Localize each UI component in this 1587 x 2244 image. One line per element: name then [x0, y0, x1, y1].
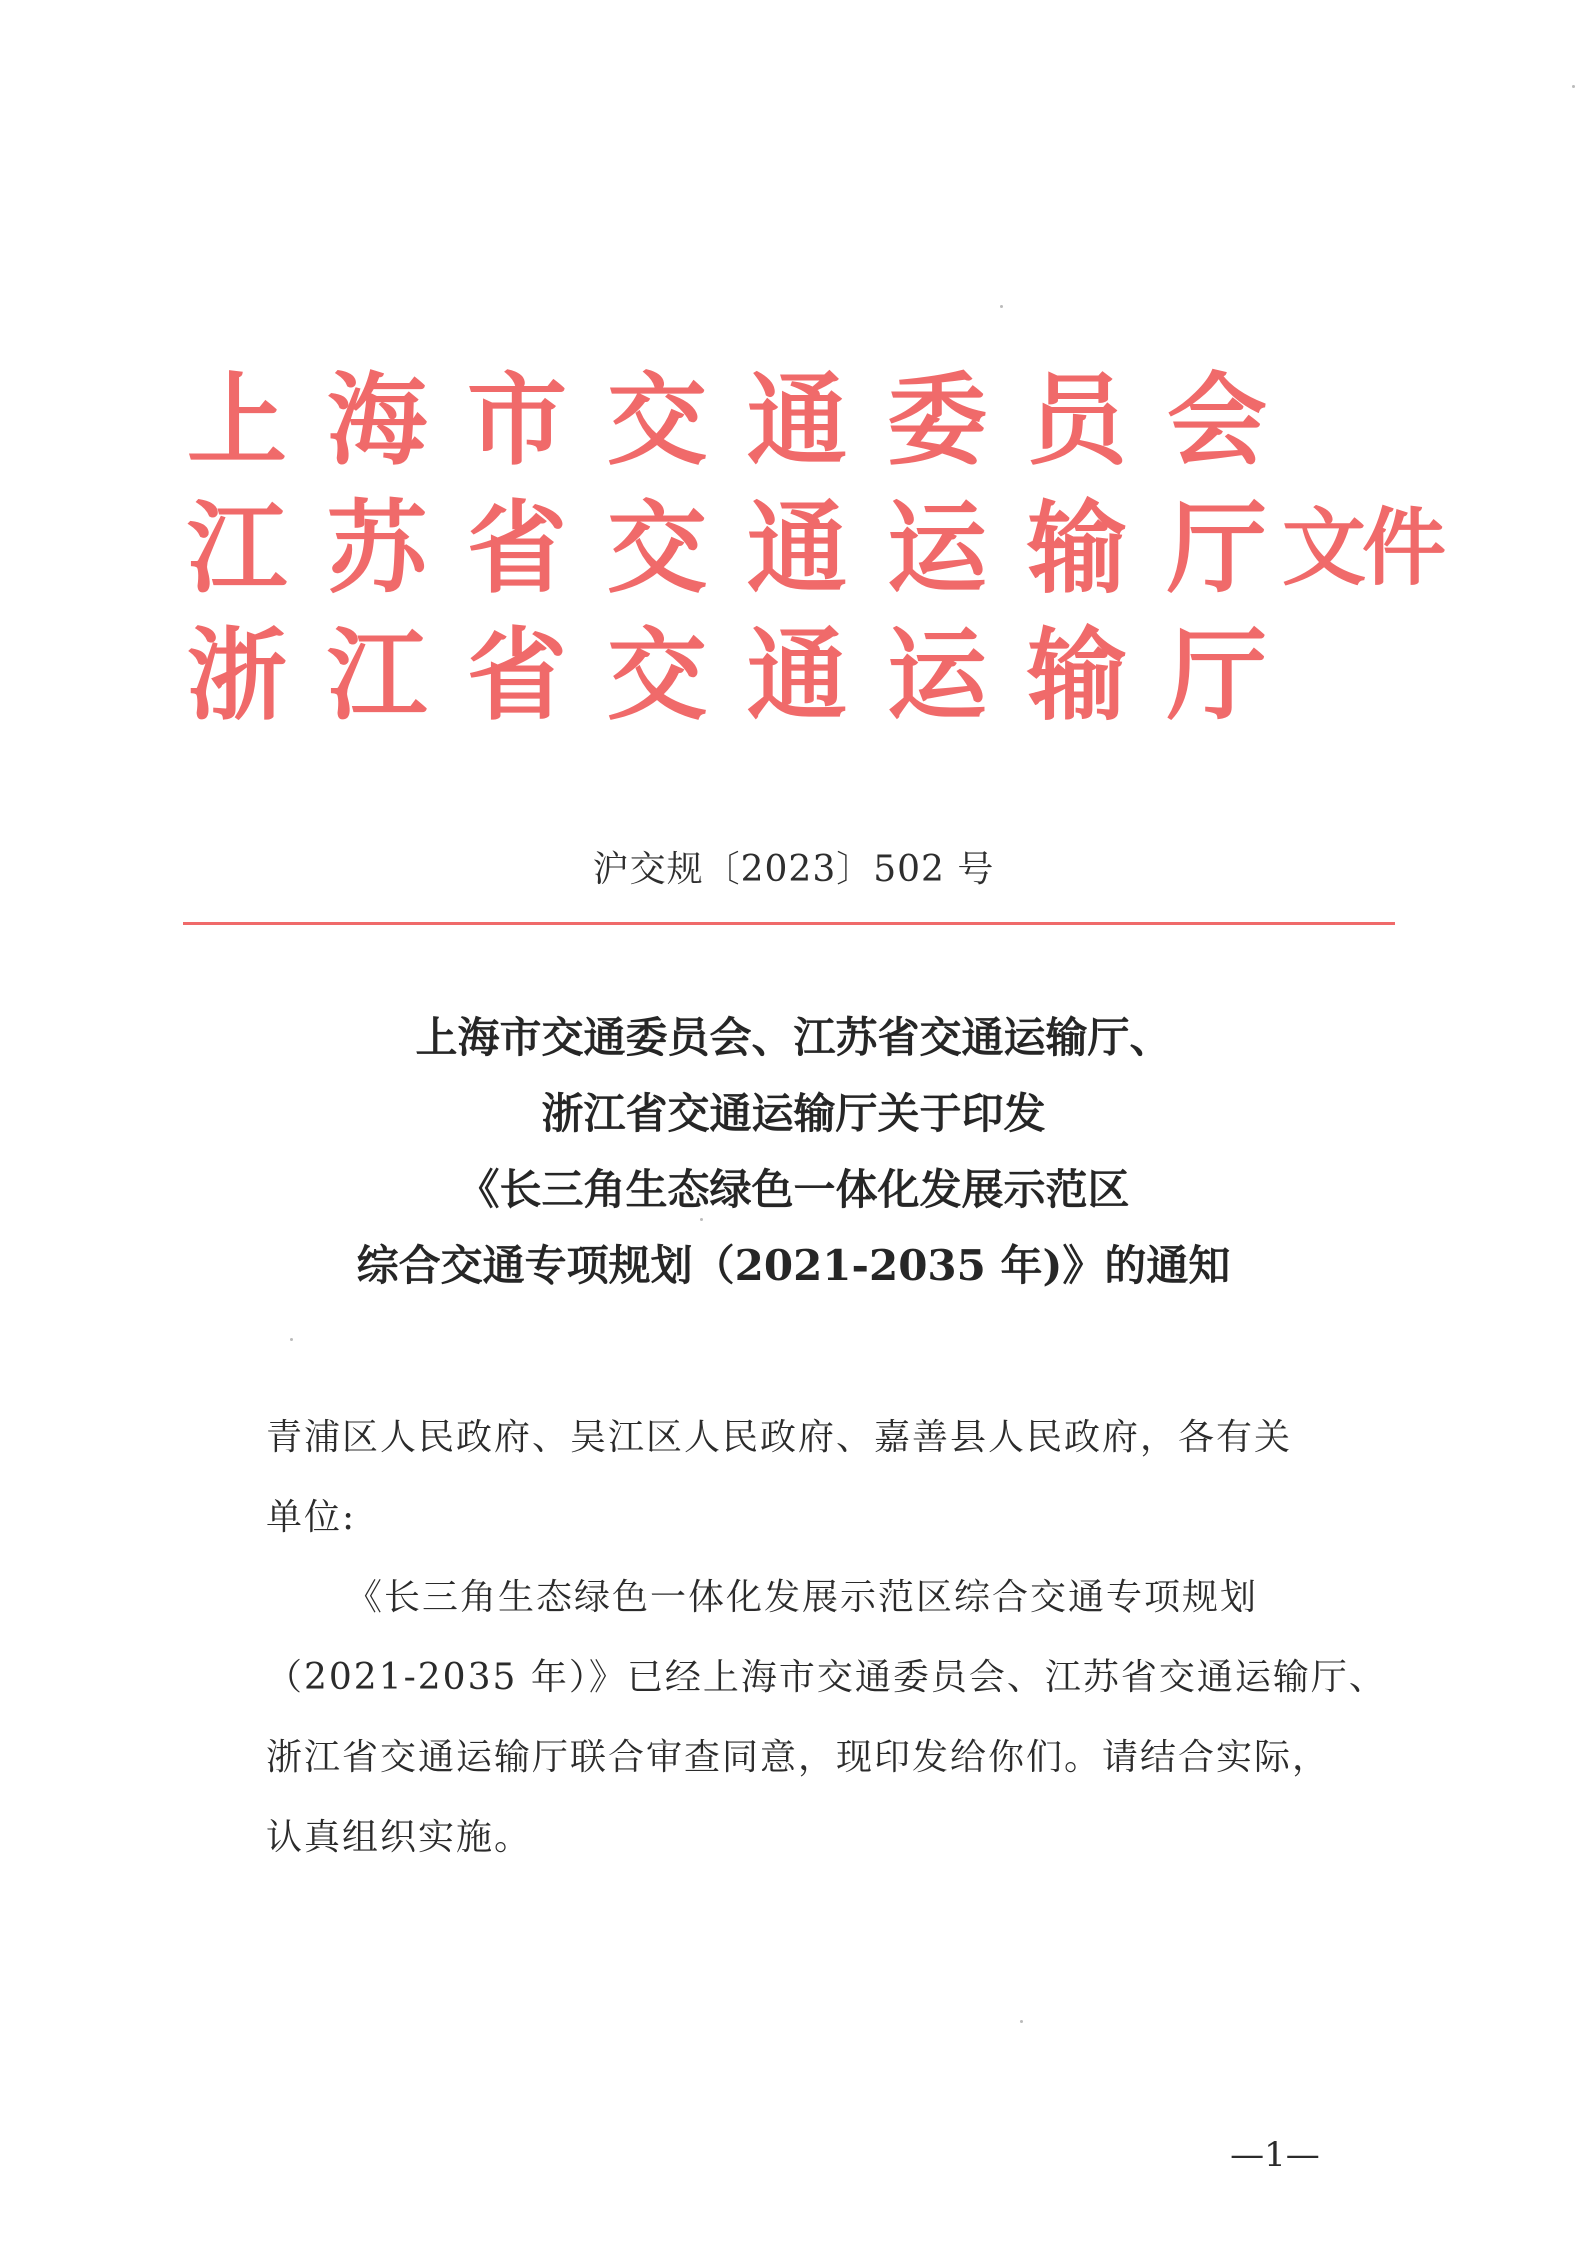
recipients-line: 单位:	[266, 1497, 357, 1538]
masthead	[182, 360, 1482, 740]
recipients-line: 青浦区人民政府、吴江区人民政府、嘉善县人民政府，各有关	[266, 1417, 1293, 1458]
masthead-char: 通	[747, 489, 847, 607]
masthead-char: 市	[467, 361, 567, 479]
page-number: —1—	[1230, 2135, 1320, 2175]
masthead-row-jiangsu	[182, 488, 1267, 608]
masthead-suffix: 文件	[1282, 498, 1443, 597]
scan-speck	[290, 1338, 293, 1341]
masthead-char: 省	[467, 489, 567, 607]
masthead-char: 厅	[1167, 489, 1267, 607]
masthead-row-shanghai	[182, 360, 1267, 480]
scan-speck	[1572, 85, 1575, 88]
title-line: 综合交通专项规划（2021-2035 年)》的通知	[356, 1241, 1231, 1290]
scan-speck	[700, 1218, 703, 1221]
masthead-char: 省	[467, 616, 567, 734]
masthead-char: 厅	[1167, 616, 1267, 734]
body-paragraph-line: 《长三角生态绿色一体化发展示范区综合交通专项规划	[346, 1577, 1259, 1618]
masthead-char: 输	[1027, 616, 1127, 734]
title-line: 浙江省交通运输厅关于印发	[541, 1089, 1046, 1138]
body-paragraph-line: 浙江省交通运输厅联合审查同意，现印发给你们。请结合实际，	[266, 1737, 1331, 1778]
masthead-row-zhejiang	[182, 615, 1267, 735]
masthead-char: 通	[747, 616, 847, 734]
masthead-char: 运	[887, 616, 987, 734]
document-body	[266, 1398, 1387, 1878]
masthead-char: 员	[1027, 361, 1127, 479]
masthead-char: 江	[187, 489, 287, 607]
masthead-char: 运	[887, 489, 987, 607]
red-separator-line	[183, 922, 1395, 925]
masthead-char: 海	[327, 361, 427, 479]
document-title	[0, 1000, 1587, 1304]
document-number: 沪交规〔2023〕502 号	[592, 849, 995, 890]
masthead-char: 交	[607, 489, 707, 607]
masthead-char: 交	[607, 616, 707, 734]
masthead-char: 浙	[187, 616, 287, 734]
scan-speck	[1020, 2020, 1023, 2023]
scan-speck	[1000, 305, 1003, 308]
masthead-char: 通	[747, 361, 847, 479]
body-paragraph-line: 认真组织实施。	[266, 1817, 533, 1858]
masthead-char: 江	[327, 616, 427, 734]
masthead-char: 苏	[327, 489, 427, 607]
body-paragraph-line: （2021-2035 年）》已经上海市交通委员会、江苏省交通运输厅、	[266, 1657, 1387, 1698]
masthead-char: 委	[887, 361, 987, 479]
masthead-char: 交	[607, 361, 707, 479]
title-line: 上海市交通委员会、江苏省交通运输厅、	[415, 1013, 1172, 1062]
title-line: 《长三角生态绿色一体化发展示范区	[457, 1165, 1130, 1214]
masthead-char: 上	[187, 361, 287, 479]
masthead-char: 输	[1027, 489, 1127, 607]
masthead-char: 会	[1167, 361, 1267, 479]
